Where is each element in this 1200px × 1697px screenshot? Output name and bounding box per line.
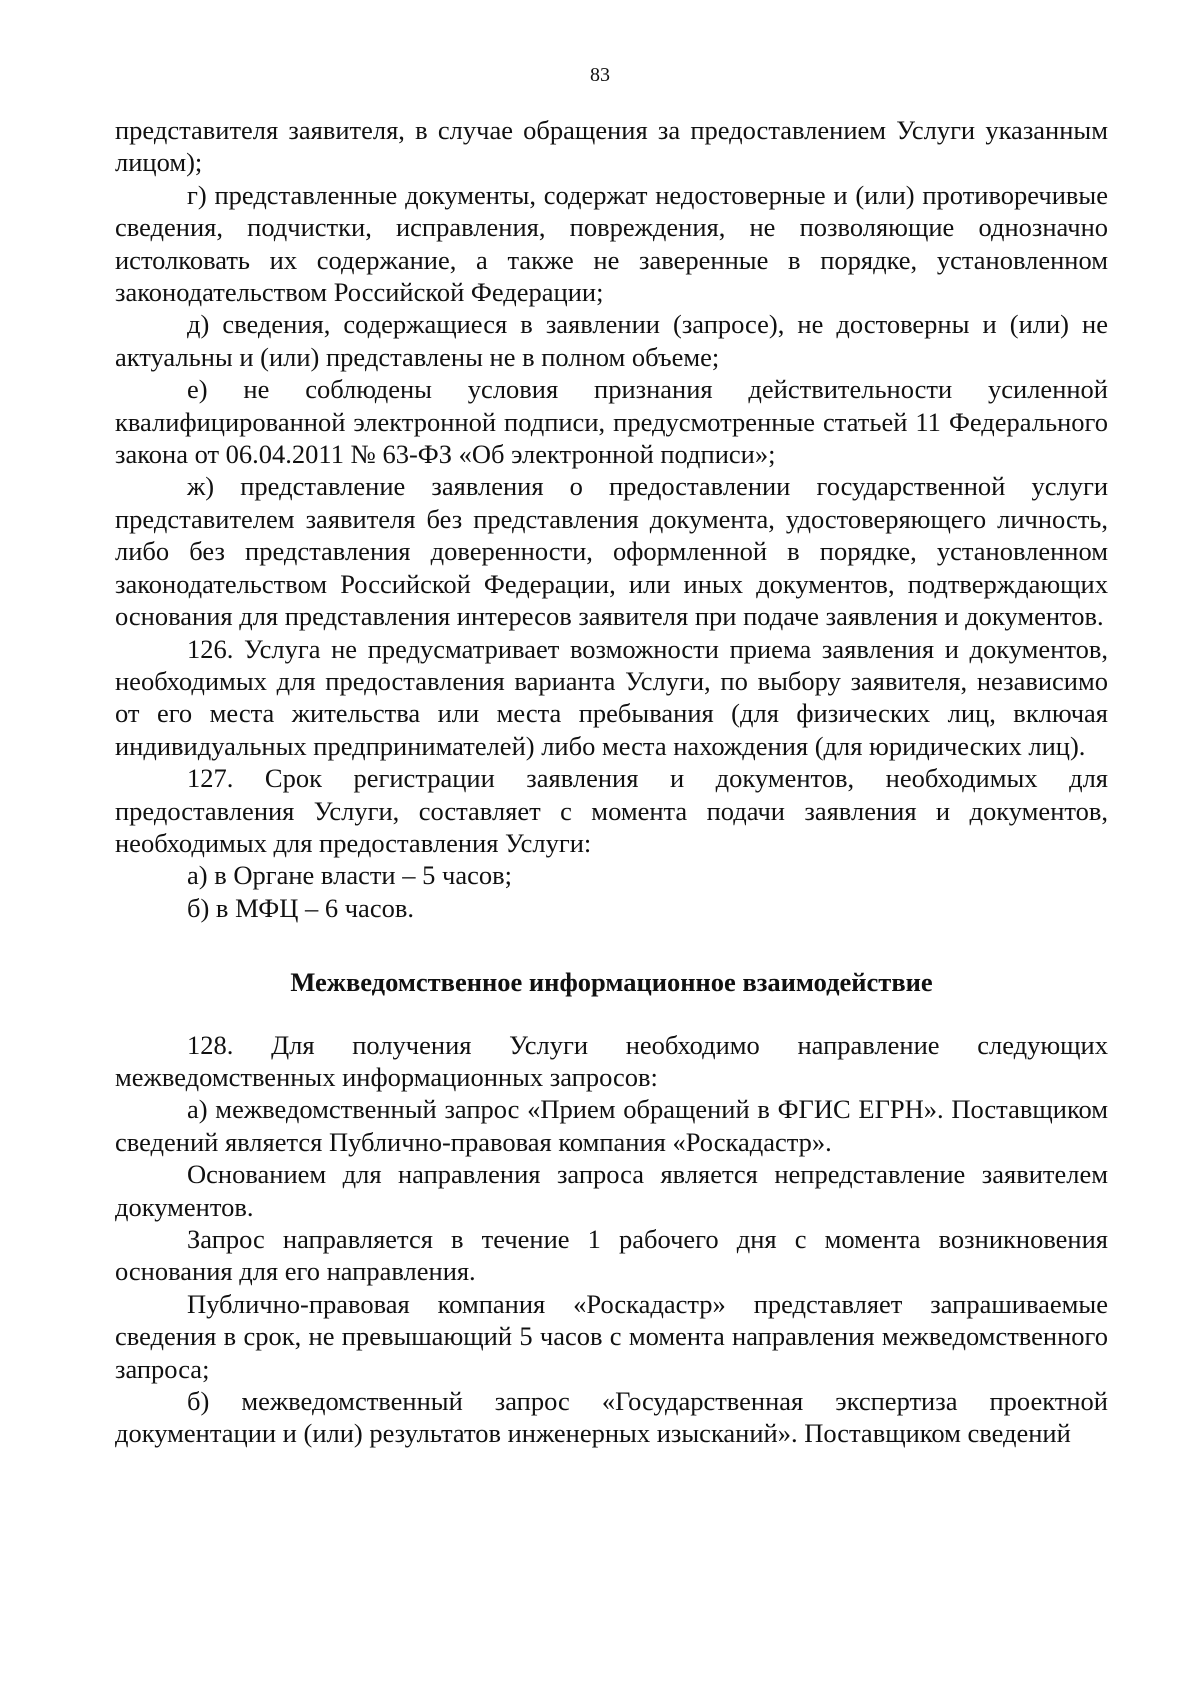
paragraph-continuation: представителя заявителя, в случае обращения за предоставлением Услуги указанным лицом);	[115, 115, 1108, 178]
paragraph-128-b: б) межведомственный запрос «Государственная экспертиза проектной документации и (или) результатов инженерных изысканий». Поставщиком сведений	[115, 1386, 1108, 1449]
paragraph-request-term: Запрос направляется в течение 1 рабочего дня с момента возникновения основания для его направления.	[115, 1224, 1108, 1287]
paragraph-item-d: д) сведения, содержащиеся в заявлении (запросе), не достоверны и (или) не актуальны и (или) представлены не в полном объеме;	[115, 309, 1108, 372]
paragraph-127-b: б) в МФЦ – 6 часов.	[187, 892, 414, 923]
paragraph-128: 128. Для получения Услуги необходимо направление следующих межведомственных информационных запросов:	[115, 1029, 1108, 1092]
section-heading: Межведомственное информационное взаимодействие	[290, 967, 933, 998]
paragraph-126: 126. Услуга не предусматривает возможности приема заявления и документов, необходимых для предоставления варианта Услуги, по выбору заявителя, независимо от его места жительства или места пребывания (для физических лиц, включая индивидуальных предпринимателей) либо места нахождения (для юридических лиц).	[115, 633, 1108, 761]
paragraph-128-a: а) межведомственный запрос «Прием обращений в ФГИС ЕГРН». Поставщиком сведений является Публично-правовая компания «Роскадастр».	[115, 1094, 1108, 1157]
paragraph-item-zh: ж) представление заявления о предоставлении государственной услуги представителем заявителя без представления документа, удостоверяющего личность, либо без представления доверенности, оформленной в порядке, установленном законодательством Российской Федерации, или иных документов, подтверждающих основания для представления интересов заявителя при подаче заявления и документов.	[115, 471, 1108, 632]
paragraph-basis: Основанием для направления запроса является непредставление заявителем документов.	[115, 1159, 1108, 1222]
paragraph-item-g: г) представленные документы, содержат недостоверные и (или) противоречивые сведения, подчистки, исправления, повреждения, не позволяющие однозначно истолковать их содержание, а также не заверенные в порядке, установленном законодательством Российской Федерации;	[115, 179, 1108, 308]
paragraph-item-e: е) не соблюдены условия признания действительности усиленной квалифицированной электронной подписи, предусмотренные статьей 11 Федерального закона от 06.04.2011 № 63-ФЗ «Об электронной подписи»;	[115, 374, 1108, 470]
page-number: 83	[590, 64, 610, 86]
document-body	[115, 114, 1108, 1450]
paragraph-response-term: Публично-правовая компания «Роскадастр» представляет запрашиваемые сведения в срок, не превышающий 5 часов с момента направления межведомственного запроса;	[115, 1288, 1108, 1384]
paragraph-127: 127. Срок регистрации заявления и документов, необходимых для предоставления Услуги, составляет с момента подачи заявления и документов, необходимых для предоставления Услуги:	[115, 763, 1108, 858]
paragraph-127-a: а) в Органе власти – 5 часов;	[187, 860, 512, 891]
